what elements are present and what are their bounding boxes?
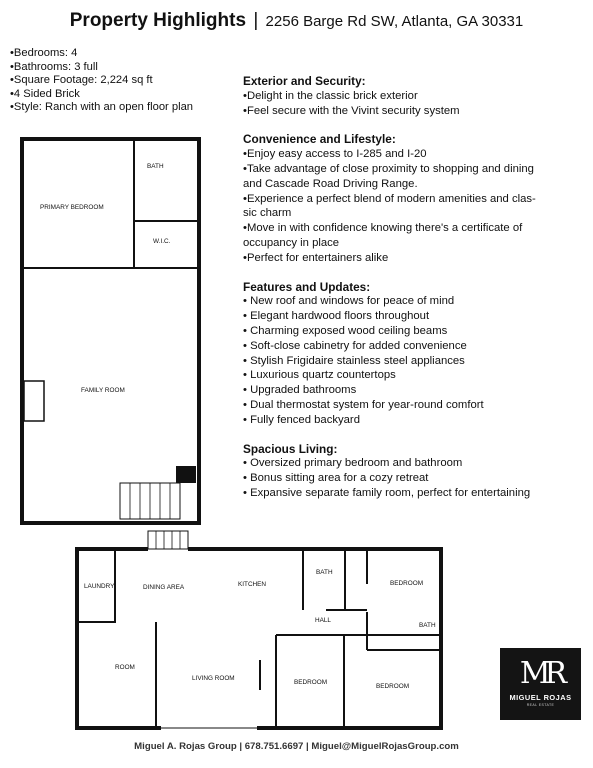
spec-style: •Style: Ranch with an open floor plan bbox=[10, 101, 194, 114]
list-item: • Upgraded bathrooms bbox=[243, 384, 357, 397]
logo-tagline: REAL ESTATE bbox=[526, 703, 555, 707]
list-item: sic charm bbox=[243, 207, 292, 220]
list-item: • Bonus sitting area for a cozy retreat bbox=[243, 472, 429, 485]
room-bath-lower: BATH bbox=[316, 569, 333, 576]
section-heading: Features and Updates: bbox=[243, 279, 371, 294]
spec-bedrooms: •Bedrooms: 4 bbox=[10, 47, 78, 59]
list-item: •Feel secure with the Vivint security system bbox=[243, 104, 460, 117]
room-kitchen: KITCHEN bbox=[238, 581, 267, 588]
list-item: • Fully fenced backyard bbox=[243, 413, 360, 426]
room-dining-area: DINING AREA bbox=[143, 584, 185, 591]
list-item: • New roof and windows for peace of mind bbox=[243, 295, 455, 308]
logo-name: MIGUEL ROJAS bbox=[509, 693, 572, 702]
list-item: •Experience a perfect blend of modern amenities and clas- bbox=[243, 192, 536, 205]
section-heading: Convenience and Lifestyle: bbox=[243, 132, 396, 147]
room-laundry: LAUNDRY bbox=[84, 583, 115, 590]
title-separator: | bbox=[253, 10, 259, 31]
spec-brick: •4 Sided Brick bbox=[10, 87, 80, 100]
title-address: 2256 Barge Rd SW, Atlanta, GA 30331 bbox=[265, 13, 524, 30]
footer-contact: Miguel A. Rojas Group | 678.751.6697 | Miguel@MiguelRojasGroup.com bbox=[134, 741, 459, 752]
list-item: • Charming exposed wood ceiling beams bbox=[243, 324, 448, 337]
spec-bathrooms: •Bathrooms: 3 full bbox=[10, 60, 98, 73]
list-item: • Dual thermostat system for year-round comfort bbox=[243, 398, 484, 411]
room-bedroom-se: BEDROOM bbox=[376, 683, 410, 690]
fireplace bbox=[24, 381, 44, 421]
list-item: • Elegant hardwood floors throughout bbox=[243, 310, 430, 323]
room-bath-upper: BATH bbox=[147, 163, 164, 170]
title-main: Property Highlights bbox=[69, 10, 247, 31]
lower-unit-wall bbox=[77, 549, 161, 728]
list-item: and Cascade Road Driving Range. bbox=[243, 177, 418, 190]
list-item: •Perfect for entertainers alike bbox=[243, 251, 389, 264]
list-item: • Oversized primary bedroom and bathroom bbox=[243, 457, 463, 470]
room-living-room: LIVING ROOM bbox=[192, 675, 235, 682]
section-heading: Spacious Living: bbox=[243, 441, 338, 456]
room-room: ROOM bbox=[115, 664, 135, 671]
section-heading: Exterior and Security: bbox=[243, 74, 366, 88]
upper-unit-outline bbox=[22, 139, 199, 523]
lower-unit-wall bbox=[188, 549, 441, 728]
room-bedroom-ne: BEDROOM bbox=[390, 580, 424, 587]
wall-block bbox=[176, 466, 196, 483]
brand-logo bbox=[500, 648, 581, 720]
connector-stairs bbox=[148, 531, 188, 549]
list-item: •Take advantage of close proximity to shopping and dining bbox=[243, 162, 534, 175]
room-primary-bedroom: PRIMARY BEDROOM bbox=[40, 204, 104, 211]
list-item: • Stylish Frigidaire stainless steel appliances bbox=[243, 354, 465, 367]
list-item: occupancy in place bbox=[243, 236, 340, 249]
list-item: •Move in with confidence knowing there's a certificate of bbox=[243, 222, 523, 235]
list-item: • Luxurious quartz countertops bbox=[243, 369, 396, 382]
list-item: • Expansive separate family room, perfect for entertaining bbox=[243, 486, 531, 499]
room-hall: HALL bbox=[315, 617, 331, 624]
room-bedroom-mid: BEDROOM bbox=[294, 679, 328, 686]
spec-square-footage: •Square Footage: 2,224 sq ft bbox=[10, 74, 153, 87]
room-bath-small: BATH bbox=[419, 622, 436, 629]
logo-monogram: MR bbox=[519, 656, 562, 691]
list-item: •Delight in the classic brick exterior bbox=[243, 89, 418, 102]
list-item: • Soft-close cabinetry for added convenience bbox=[243, 339, 467, 352]
list-item: •Enjoy easy access to I-285 and I-20 bbox=[243, 148, 427, 161]
room-family-room: FAMILY ROOM bbox=[81, 387, 125, 394]
room-wic: W.I.C. bbox=[153, 238, 171, 245]
